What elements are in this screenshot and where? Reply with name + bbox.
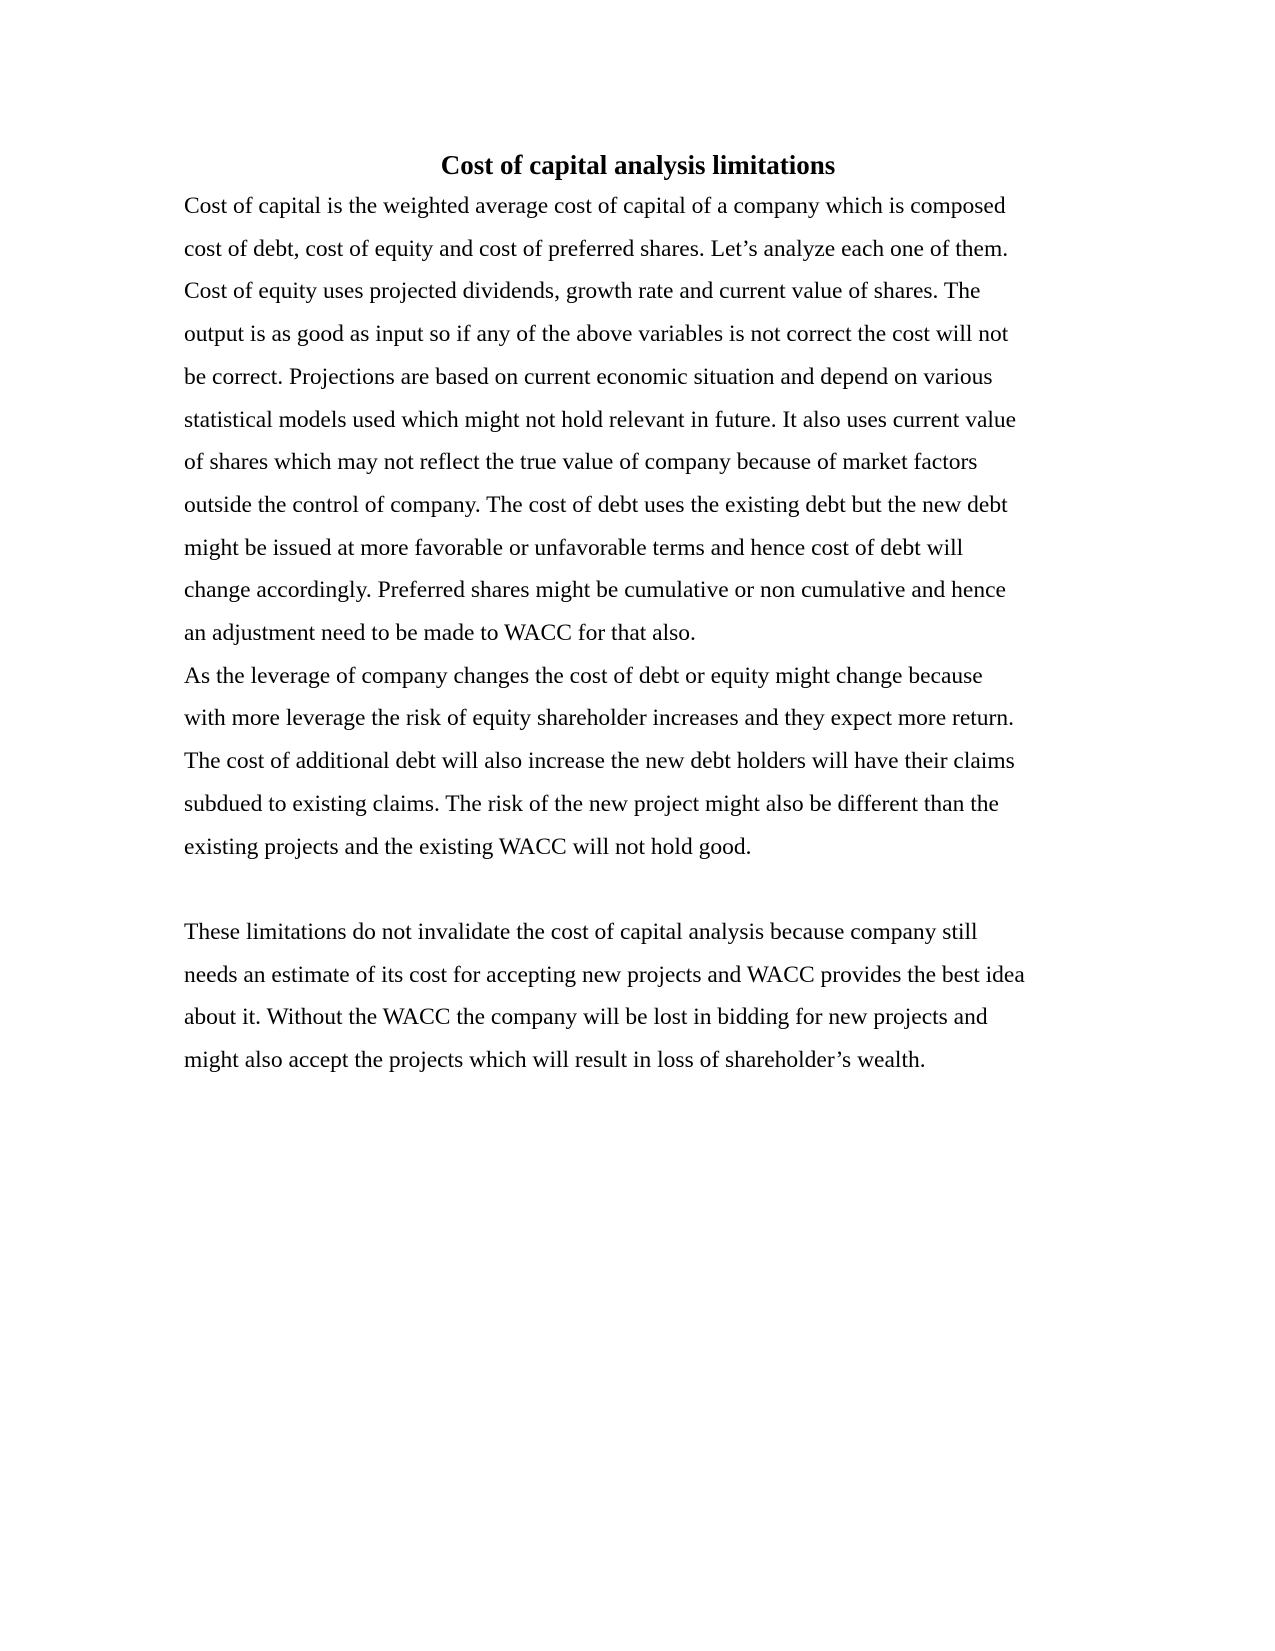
text-line: output is as good as input so if any of the above variables is not correct the cost will not xyxy=(184,321,1009,348)
text-line: about it. Without the WACC the company will be lost in bidding for new projects and xyxy=(184,1004,988,1031)
paragraph-leverage xyxy=(184,655,1092,869)
text-line: The cost of additional debt will also increase the new debt holders will have their claims xyxy=(184,748,1015,775)
text-line: with more leverage the risk of equity shareholder increases and they expect more return. xyxy=(184,705,1015,732)
text-line: an adjustment need to be made to WACC for that also. xyxy=(184,620,696,647)
text-line: outside the control of company. The cost of debt uses the existing debt but the new debt xyxy=(184,491,1008,518)
text-line: existing projects and the existing WACC will not hold good. xyxy=(184,833,752,860)
text-line: statistical models used which might not hold relevant in future. It also uses current value xyxy=(184,406,1017,433)
text-line: might also accept the projects which will result in loss of shareholder’s wealth. xyxy=(184,1047,926,1074)
paragraph-conclusion xyxy=(184,911,1092,1082)
text-line: of shares which may not reflect the true value of company because of market factors xyxy=(184,449,978,476)
text-line: change accordingly. Preferred shares might be cumulative or non cumulative and hence xyxy=(184,577,1006,604)
text-line: Cost of capital is the weighted average cost of capital of a company which is composed xyxy=(184,193,1006,219)
text-line: These limitations do not invalidate the cost of capital analysis because company still xyxy=(184,918,978,945)
paragraph-cost-components xyxy=(184,185,1092,655)
text-line: needs an estimate of its cost for accepting new projects and WACC provides the best idea xyxy=(184,961,1025,988)
text-line: might be issued at more favorable or unfavorable terms and hence cost of debt will xyxy=(184,534,964,561)
text-line: be correct. Projections are based on current economic situation and depend on various xyxy=(184,363,993,390)
text-line: As the leverage of company changes the cost of debt or equity might change because xyxy=(184,662,983,689)
document-body xyxy=(184,145,1092,1082)
text-line: subdued to existing claims. The risk of the new project might also be different than the xyxy=(184,790,999,817)
paragraph-spacer xyxy=(184,868,1092,911)
document-title: Cost of capital analysis limitations xyxy=(440,150,836,180)
text-line: Cost of equity uses projected dividends, growth rate and current value of shares. The xyxy=(184,278,981,305)
text-line: cost of debt, cost of equity and cost of preferred shares. Let’s analyze each one of them. xyxy=(184,235,1009,262)
